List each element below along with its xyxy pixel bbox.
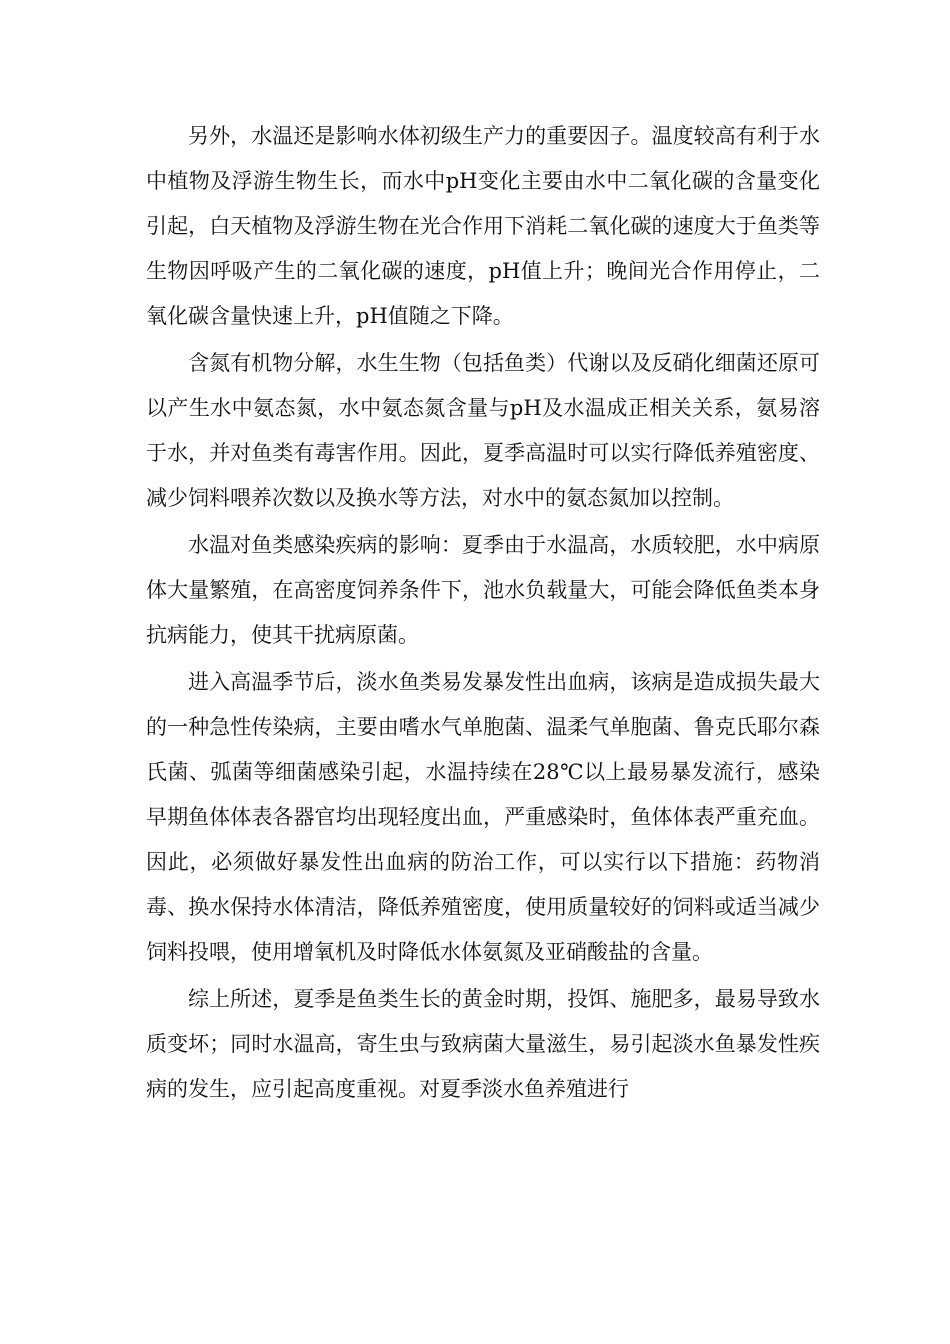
document-body [146, 114, 820, 1114]
paragraph-ammonia-nitrogen: 含氮有机物分解，水生生物（包括鱼类）代谢以及反硝化细菌还原可以产生水中氨态氮，水中氨态氮含量与pH及水温成正相关关系，氨易溶于水，并对鱼类有毒害作用。因此，夏季高温时可以实行降低养殖密度、减少饲料喂养次数以及换水等方法，对水中的氨态氮加以控制。 [146, 351, 820, 510]
paragraph-water-temperature-productivity: 另外，水温还是影响水体初级生产力的重要因子。温度较高有利于水中植物及浮游生物生长，而水中pH变化主要由水中二氧化碳的含量变化引起，白天植物及浮游生物在光合作用下消耗二氧化碳的速度大于鱼类等生物因呼吸产生的二氧化碳的速度，pH值上升；晚间光合作用停止，二氧化碳含量快速上升，pH值随之下降。 [146, 124, 820, 328]
paragraph-summary: 综上所述，夏季是鱼类生长的黄金时期，投饵、施肥多，最易导致水质变坏；同时水温高，寄生虫与致病菌大量滋生，易引起淡水鱼暴发性疾病的发生，应引起高度重视。对夏季淡水鱼养殖进行 [146, 987, 820, 1101]
paragraph-hemorrhagic-disease: 进入高温季节后，淡水鱼类易发暴发性出血病，该病是造成损失最大的一种急性传染病，主要由嗜水气单胞菌、温柔气单胞菌、鲁克氏耶尔森氏菌、弧菌等细菌感染引起，水温持续在28℃以上最易暴发流行，感染早期鱼体体表各器官均出现轻度出血，严重感染时，鱼体体表严重充血。因此，必须做好暴发性出血病的防治工作，可以实行以下措施：药物消毒、换水保持水体清洁，降低养殖密度，使用质量较好的饲料或适当减少饲料投喂，使用增氧机及时降低水体氨氮及亚硝酸盐的含量。 [146, 670, 820, 964]
paragraph-disease-influence: 水温对鱼类感染疾病的影响：夏季由于水温高，水质较肥，水中病原体大量繁殖，在高密度饲养条件下，池水负载量大，可能会降低鱼类本身抗病能力，使其干扰病原菌。 [146, 533, 820, 647]
